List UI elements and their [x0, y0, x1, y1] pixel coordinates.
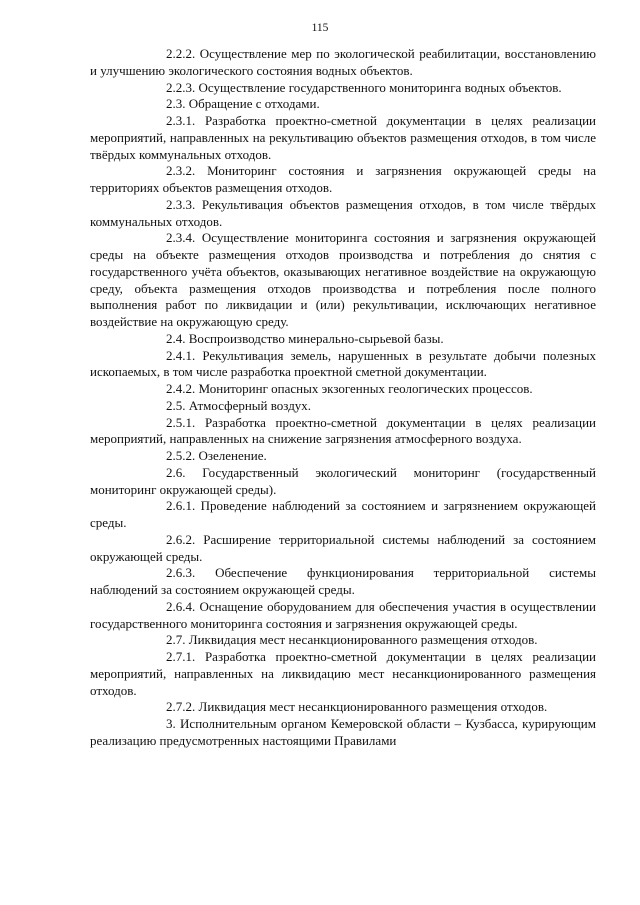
- item-number: 2.5.2.: [166, 448, 196, 463]
- paragraph: [90, 448, 596, 465]
- paragraph: [90, 398, 596, 415]
- document-body: [90, 46, 596, 750]
- paragraph: [90, 565, 596, 599]
- item-text: Осуществление государственного мониторинга водных объектов.: [198, 79, 562, 95]
- paragraph: [90, 348, 596, 382]
- item-text: Расширение территориальной системы наблюдений за состоянием окружающей среды.: [90, 531, 596, 564]
- paragraph: [90, 163, 596, 197]
- item-number: 2.7.: [166, 632, 186, 648]
- item-number: 2.3.3.: [166, 196, 196, 212]
- item-text: Ликвидация мест несанкционированного размещения отходов.: [188, 632, 538, 648]
- paragraph: [90, 465, 596, 499]
- item-text: Разработка проектно-сметной документации в целях реализации мероприятий, направленных на рекультивацию объектов размещения отходов, в том числе твёрдых коммунальных отходов.: [90, 113, 597, 162]
- item-number: 2.7.1.: [166, 649, 196, 664]
- paragraph: [90, 415, 596, 449]
- item-number: 2.7.2.: [166, 699, 196, 715]
- paragraph: [90, 381, 596, 398]
- item-number: 2.5.1.: [166, 414, 196, 430]
- item-number: 2.6.1.: [166, 498, 196, 514]
- paragraph: [90, 699, 596, 716]
- page-number: 115: [311, 22, 329, 34]
- item-number: 2.4.: [166, 330, 186, 346]
- item-text: Проведение наблюдений за состоянием и загрязнением окружающей среды.: [90, 498, 596, 530]
- paragraph: [90, 632, 596, 649]
- item-text: Разработка проектно-сметной документации в целях реализации мероприятий, направленных на снижение загрязнения атмосферного воздуха.: [90, 414, 597, 447]
- item-text: Оснащение оборудованием для обеспечения участия в осуществлении государственного мониторинга состояния и загрязнения окружающей среды.: [90, 598, 596, 631]
- item-text: Исполнительным органом Кемеровской области – Кузбасса, курирующим реализацию предусмотренных настоящими Правилами: [90, 716, 596, 748]
- paragraph: [90, 716, 596, 750]
- item-text: Озеленение.: [198, 448, 267, 463]
- item-text: Государственный экологический мониторинг (государственный мониторинг окружающей среды).: [90, 464, 596, 497]
- paragraph: [90, 197, 596, 231]
- item-text: Обращение с отходами.: [188, 96, 320, 112]
- paragraph: [90, 96, 596, 113]
- paragraph: [90, 649, 596, 699]
- item-number: 2.5.: [166, 397, 186, 413]
- item-number: 2.3.: [166, 96, 186, 112]
- paragraph: [90, 532, 596, 566]
- item-number: 2.3.2.: [166, 163, 196, 179]
- paragraph: [90, 599, 596, 633]
- item-text: Рекультивация земель, нарушенных в результате добычи полезных ископаемых, в том числе разработка проектной сметной документации.: [90, 347, 597, 380]
- item-number: 2.3.4.: [166, 230, 196, 246]
- paragraph: [90, 498, 596, 532]
- item-text: Обеспечение функционирования территориальной системы наблюдений за состоянием окружающей среды.: [90, 565, 597, 597]
- item-number: 2.6.2.: [166, 531, 196, 547]
- item-text: Ликвидация мест несанкционированного размещения отходов.: [198, 699, 548, 715]
- item-number: 2.6.: [166, 464, 186, 480]
- item-number: 2.6.4.: [166, 598, 196, 614]
- paragraph: [90, 113, 596, 163]
- item-number: 2.4.2.: [166, 381, 196, 396]
- paragraph: [90, 80, 596, 97]
- item-text: Атмосферный воздух.: [188, 397, 312, 413]
- paragraph: [90, 46, 596, 80]
- item-number: 2.6.3.: [166, 565, 196, 581]
- item-number: 2.2.2.: [166, 46, 196, 61]
- item-text: Рекультивация объектов размещения отходов, в том числе твёрдых коммунальных отходов.: [90, 196, 597, 229]
- item-text: Мониторинг опасных экзогенных геологических процессов.: [198, 381, 533, 396]
- item-text: Осуществление мониторинга состояния и загрязнения окружающей среды на объекте размещения отходов производства и потребления до снятия с государственного учёта объектов, оказывающих негативное воздействие на окружающую среду, объекта размещения отходов производства и потребления после полного выполнения работ по ликвидации и (или) рекультивации, исключающих негативное воздействие на окружающую среду.: [90, 230, 596, 329]
- item-number: 3.: [166, 716, 176, 731]
- paragraph: [90, 331, 596, 348]
- item-text: Воспроизводство минерально-сырьевой базы.: [188, 330, 444, 346]
- item-number: 2.2.3.: [166, 79, 196, 95]
- item-text: Разработка проектно-сметной документации в целях реализации мероприятий, направленных на ликвидацию мест несанкционированного размещения отходов.: [90, 649, 597, 698]
- item-number: 2.3.1.: [166, 113, 196, 128]
- item-number: 2.4.1.: [166, 347, 196, 363]
- paragraph: [90, 230, 596, 331]
- item-text: Осуществление мер по экологической реабилитации, восстановлению и улучшению экологического состояния водных объектов.: [90, 46, 597, 78]
- item-text: Мониторинг состояния и загрязнения окружающей среды на территориях объектов размещения отходов.: [90, 163, 597, 195]
